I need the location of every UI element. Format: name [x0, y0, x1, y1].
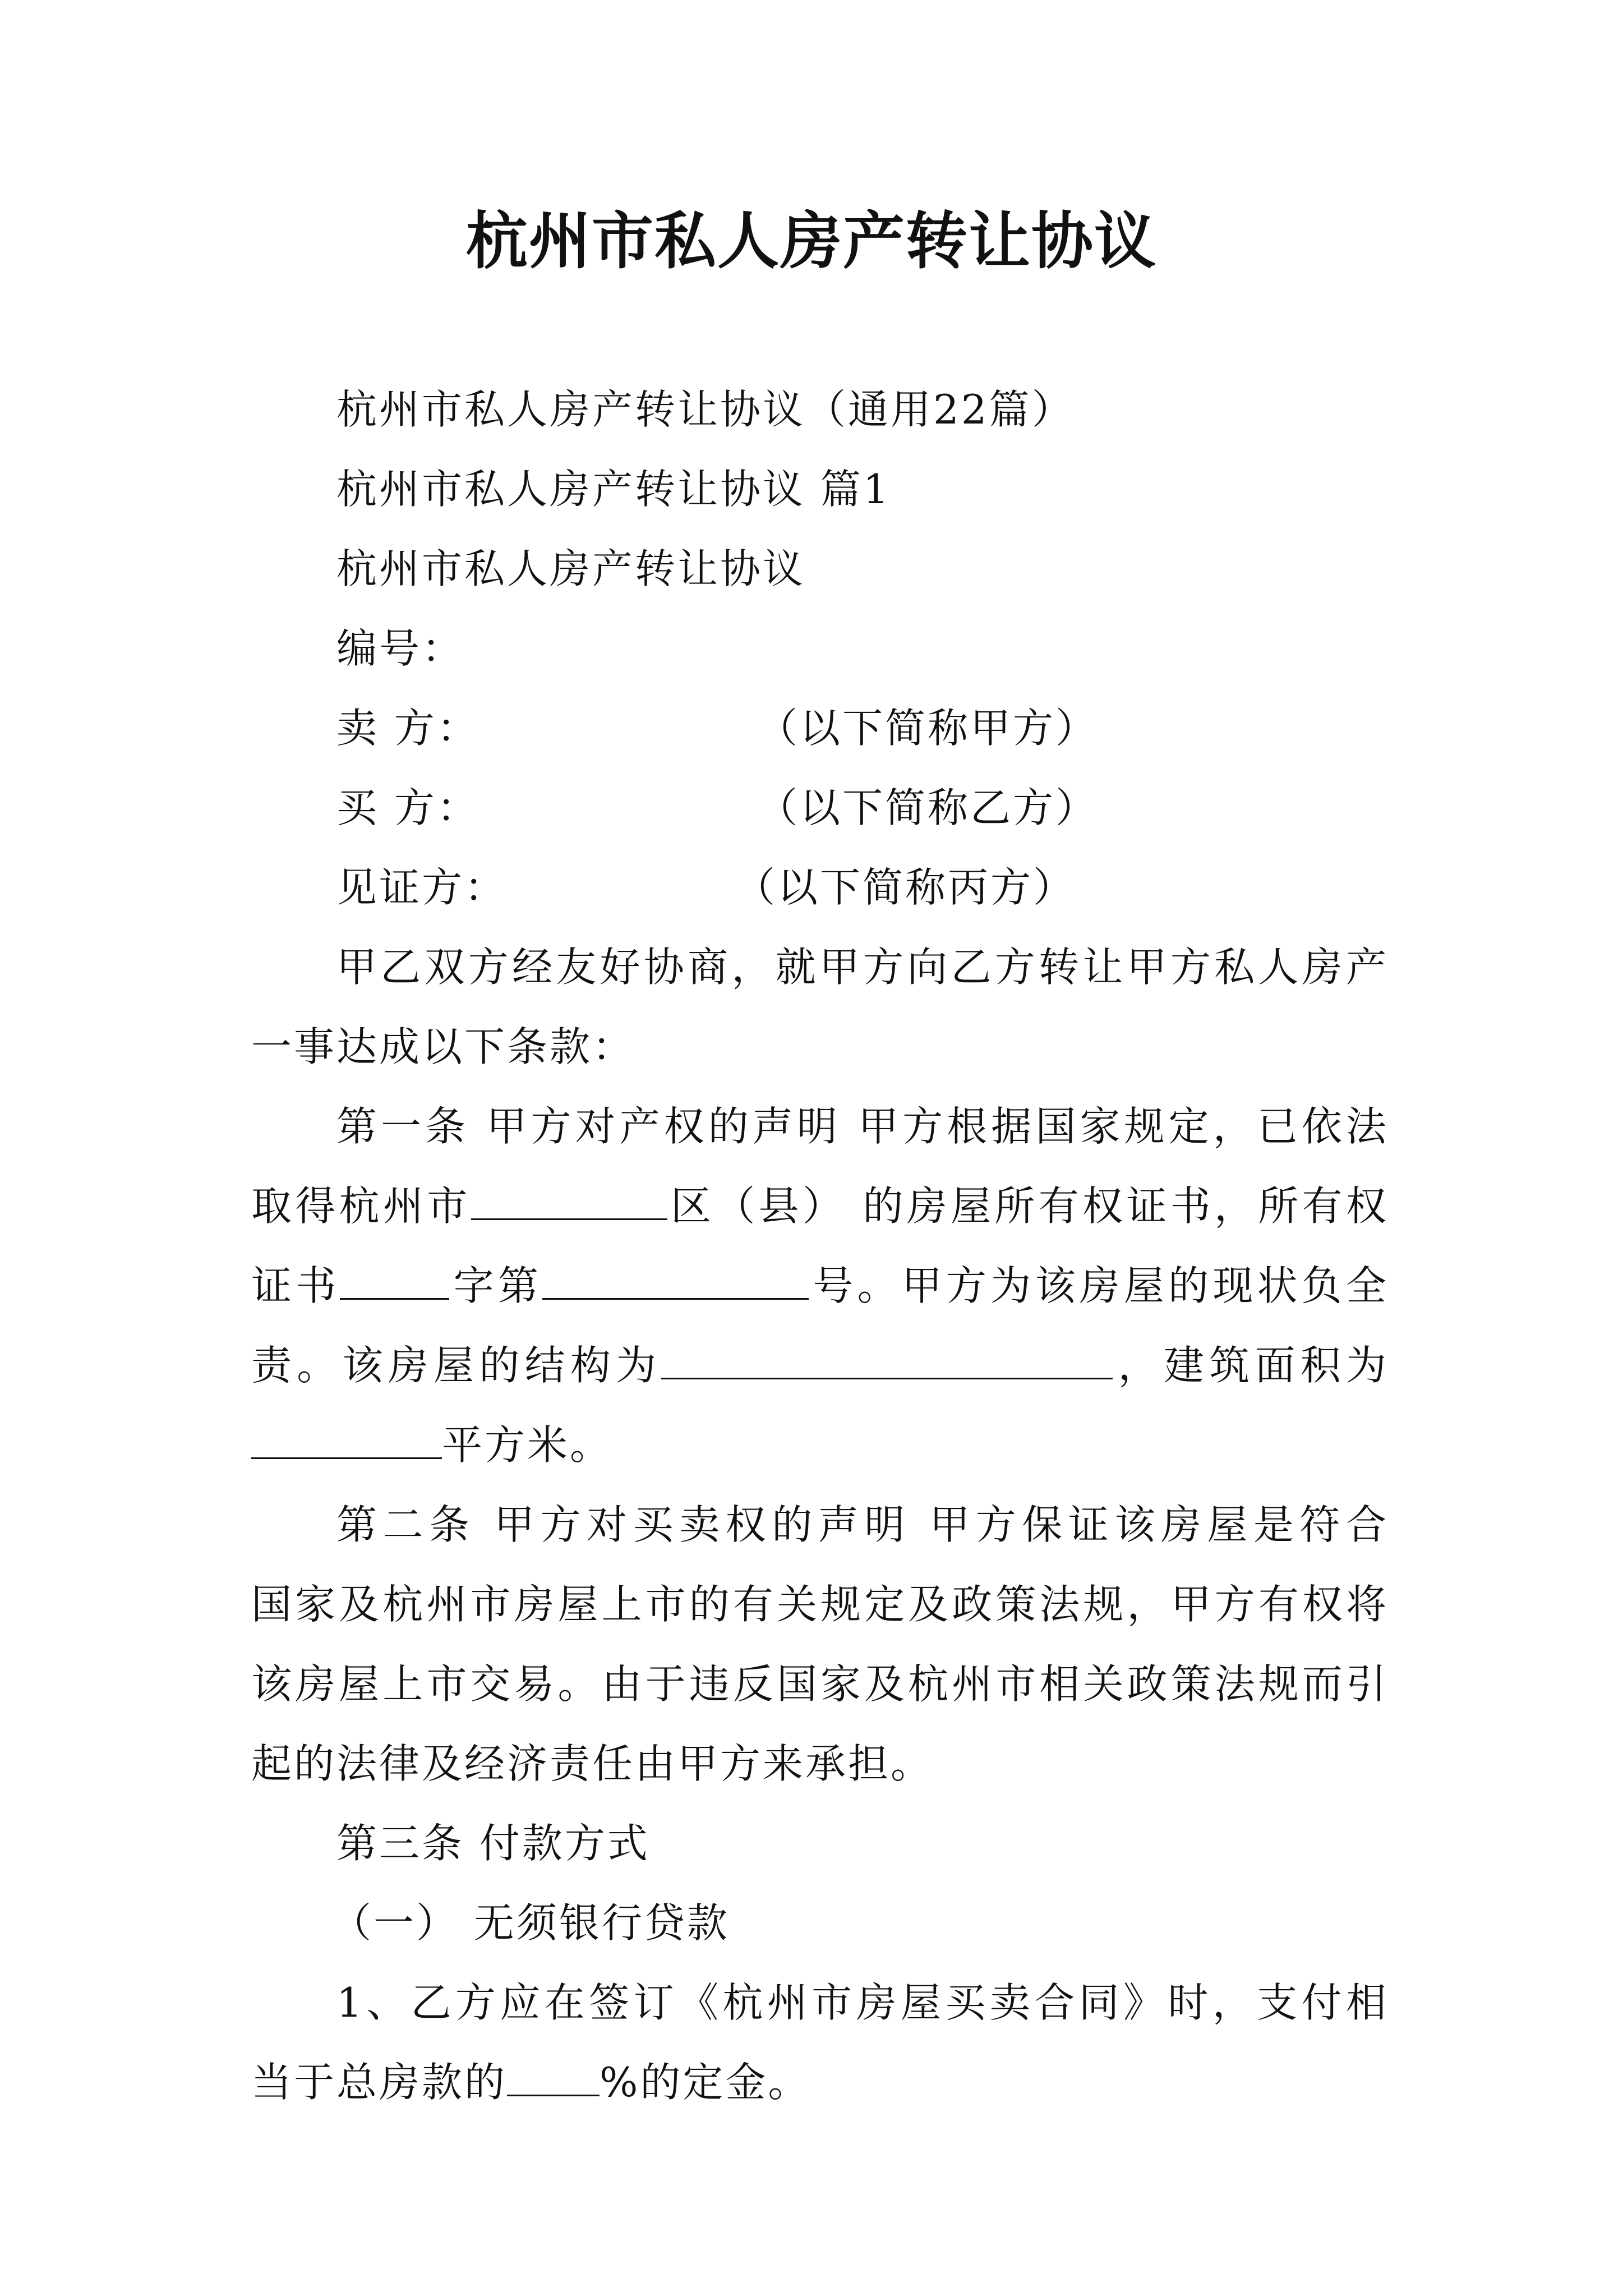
- article1-line-2: [251, 1178, 1386, 1234]
- article1-text-4a: 责。该房屋的结构为: [251, 1342, 662, 1389]
- document-heading: 杭州市私人房产转让协议: [336, 545, 806, 592]
- witness-label: 见证方：: [336, 864, 508, 911]
- seller-note: （以下简称甲方）: [757, 705, 1099, 752]
- certificate-prefix-blank[interactable]: [340, 1259, 449, 1300]
- article1-line-5: [251, 1417, 612, 1473]
- district-blank[interactable]: [471, 1179, 667, 1220]
- article3-item1-line-2: [251, 2054, 810, 2110]
- article1-line-3: [251, 1258, 1386, 1314]
- article2-line-3: 该房屋上市交易。由于违反国家及杭州市相关政策法规而引: [251, 1660, 1386, 1708]
- article1-line-1: 第一条 甲方对产权的声明 甲方根据国家规定，已依法: [336, 1103, 1386, 1150]
- area-blank[interactable]: [251, 1418, 442, 1459]
- part-heading: 杭州市私人房产转让协议 篇1: [336, 466, 891, 513]
- article3-text-2b: %的定金。: [600, 2059, 811, 2106]
- intro-line-2: 一事达成以下条款：: [251, 1023, 635, 1070]
- article3-heading: 第三条 付款方式: [336, 1820, 650, 1867]
- article1-text-3a: 证书: [251, 1262, 340, 1309]
- article2-line-1: 第二条 甲方对买卖权的声明 甲方保证该房屋是符合: [336, 1501, 1386, 1548]
- intro-line-1: 甲乙双方经友好协商，就甲方向乙方转让甲方私人房产: [336, 944, 1386, 991]
- article1-line-4: [251, 1337, 1386, 1393]
- article1-text-5: 平方米。: [442, 1421, 613, 1469]
- structure-blank[interactable]: [661, 1338, 1113, 1379]
- article2-line-2: 国家及杭州市房屋上市的有关规定及政策法规，甲方有权将: [251, 1581, 1386, 1628]
- article3-subheading: （一） 无须银行贷款: [331, 1899, 730, 1947]
- document-title: 杭州市私人房产转让协议: [466, 205, 1157, 277]
- seller-label: 卖 方：: [336, 705, 479, 752]
- certificate-number-blank[interactable]: [542, 1259, 809, 1300]
- witness-note: （以下简称丙方）: [735, 864, 1076, 911]
- article3-item1-line-1: 1、乙方应在签订《杭州市房屋买卖合同》时，支付相: [336, 1979, 1386, 2026]
- article1-text-3b: 字第: [449, 1262, 543, 1309]
- buyer-note: （以下简称乙方）: [757, 784, 1099, 831]
- article1-text-2a: 取得杭州市: [251, 1182, 471, 1230]
- article1-text-3c: 号。甲方为该房屋的现状负全: [809, 1262, 1386, 1309]
- buyer-label: 买 方：: [336, 784, 479, 831]
- article1-text-4b: ，建筑面积为: [1113, 1342, 1386, 1389]
- article1-text-2b: 区（县） 的房屋所有权证书，所有权: [667, 1182, 1386, 1230]
- number-label: 编号：: [336, 625, 465, 672]
- deposit-percent-blank[interactable]: [507, 2055, 600, 2096]
- article2-line-4: 起的法律及经济责任由甲方来承担。: [251, 1740, 934, 1787]
- article3-text-2a: 当于总房款的: [251, 2059, 508, 2106]
- collection-heading: 杭州市私人房产转让协议（通用22篇）: [336, 386, 1075, 433]
